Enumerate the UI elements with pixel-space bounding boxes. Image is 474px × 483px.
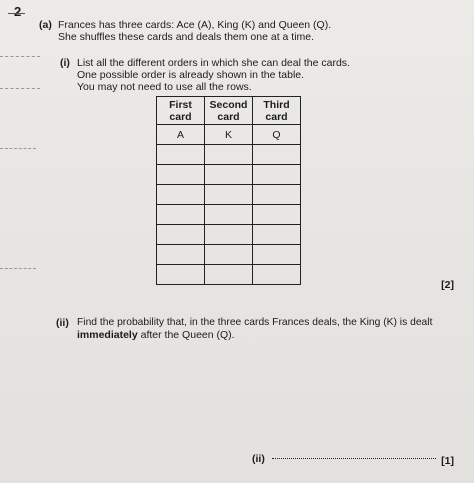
show-through-text — [300, 34, 450, 46]
table-row — [157, 125, 301, 145]
part-i-line-3: You may not need to use all the rows. — [77, 81, 252, 93]
header-text: card — [265, 110, 288, 123]
orders-table — [156, 96, 301, 285]
emphasis-immediately: immediately — [77, 329, 138, 341]
answer-cell[interactable] — [205, 225, 253, 245]
part-ii-line-1: Find the probability that, in the three cards Frances deals, the King (K) is dealt — [77, 317, 433, 328]
marks-part-ii: [1] — [441, 455, 454, 467]
answer-cell[interactable] — [205, 205, 253, 225]
header-text: card — [169, 110, 192, 123]
table-row — [157, 225, 301, 245]
part-ii-line-2 — [77, 329, 235, 341]
header-text: card — [217, 110, 240, 123]
answer-cell[interactable] — [205, 245, 253, 265]
table-row — [157, 265, 301, 285]
answer-cell[interactable] — [253, 165, 301, 185]
table-header-row — [157, 97, 301, 125]
margin-dash — [0, 88, 40, 89]
part-a-label-text: (a) — [39, 19, 52, 31]
part-a-line-2: She shuffles these cards and deals them one at a time. — [58, 31, 315, 43]
header-text: Third — [263, 98, 290, 111]
margin-dash — [0, 56, 40, 57]
table-row — [157, 165, 301, 185]
answer-cell[interactable] — [157, 205, 205, 225]
table-cell: Q — [253, 125, 301, 145]
answer-cell[interactable] — [157, 225, 205, 245]
marks-part-i: [2] — [441, 279, 454, 291]
answer-cell[interactable] — [157, 165, 205, 185]
table-row — [157, 185, 301, 205]
answer-cell[interactable] — [157, 265, 205, 285]
answer-cell[interactable] — [253, 205, 301, 225]
part-i-line-1: List all the different orders in which she can deal the cards. — [77, 57, 350, 69]
margin-dash — [0, 148, 36, 149]
answer-cell[interactable] — [253, 225, 301, 245]
table-cell: K — [205, 125, 253, 145]
part-a-label — [39, 19, 52, 31]
answer-cell[interactable] — [157, 245, 205, 265]
question-number: 2 — [14, 4, 22, 19]
answer-cell[interactable] — [205, 165, 253, 185]
part-i-line-2: One possible order is already shown in the table. — [77, 69, 305, 81]
header-first-card — [157, 97, 205, 125]
header-third-card — [253, 97, 301, 125]
answer-cell[interactable] — [253, 245, 301, 265]
answer-cell[interactable] — [253, 185, 301, 205]
margin-dash — [0, 268, 36, 269]
answer-cell[interactable] — [205, 185, 253, 205]
table-row — [157, 245, 301, 265]
answer-label-ii: (ii) — [252, 453, 265, 465]
answer-cell[interactable] — [157, 145, 205, 165]
part-i-label: (i) — [60, 57, 70, 69]
table-row — [157, 205, 301, 225]
part-ii-label: (ii) — [56, 317, 69, 329]
header-text: Second — [209, 98, 248, 111]
header-second-card — [205, 97, 253, 125]
part-a-line-1: Frances has three cards: Ace (A), King (K) and Queen (Q). — [58, 19, 332, 31]
answer-cell[interactable] — [205, 265, 253, 285]
answer-cell[interactable] — [253, 145, 301, 165]
answer-line-ii[interactable] — [272, 458, 436, 459]
table-row — [157, 145, 301, 165]
header-text: First — [169, 98, 192, 111]
part-ii-line-2-rest: after the Queen (Q). — [137, 329, 235, 341]
answer-cell[interactable] — [205, 145, 253, 165]
answer-cell[interactable] — [157, 185, 205, 205]
answer-cell[interactable] — [253, 265, 301, 285]
table-cell: A — [157, 125, 205, 145]
